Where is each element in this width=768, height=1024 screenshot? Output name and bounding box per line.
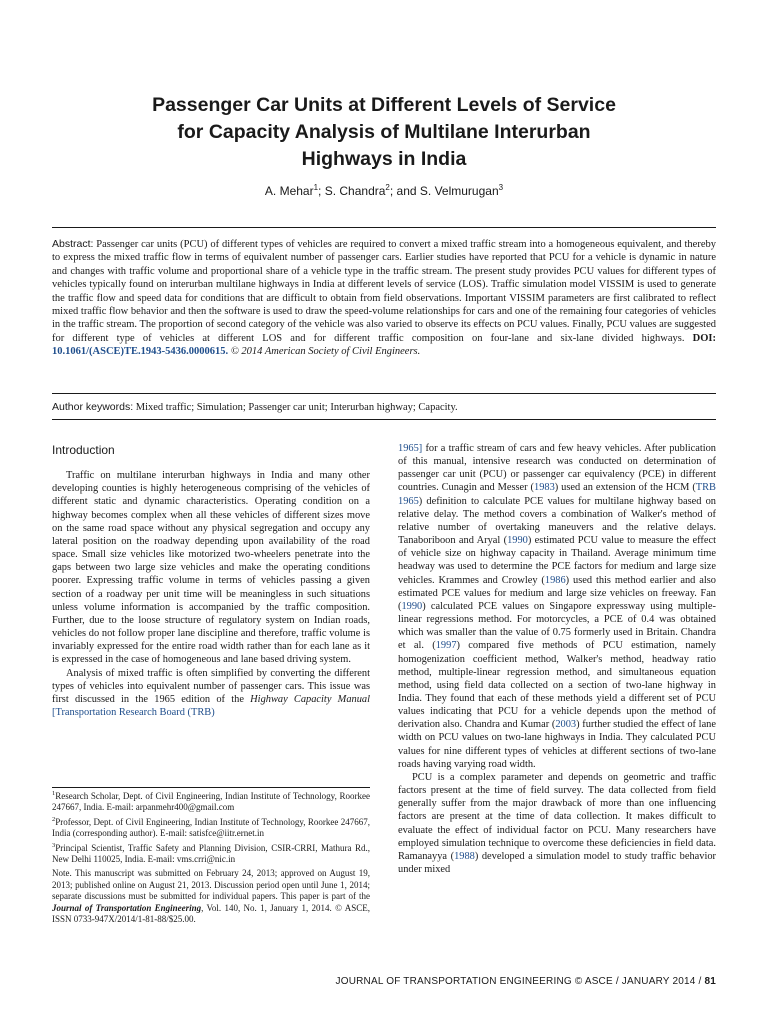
title-line: Highways in India	[301, 148, 467, 170]
left-column	[52, 444, 370, 719]
page-number: 81	[704, 976, 716, 987]
footnote: $^1$Research Scholar, Dept. of Civil Engineering, Indian Institute of Technology, Roorkee 247667, India. E-mail: arpanmehr400@gmail.com	[52, 790, 370, 813]
copyright: © 2014 American Society of Civil Engineers.	[230, 346, 421, 358]
keywords-label: Author keywords:	[52, 401, 134, 413]
title-line: for Capacity Analysis of Multilane Interurban	[177, 121, 591, 143]
citation-link[interactable]: 1983	[534, 482, 555, 494]
citation-link[interactable]: 1965]	[398, 443, 423, 454]
title-line: Passenger Car Units at Different Levels of Service	[152, 94, 616, 116]
citation-link[interactable]: 1990	[507, 535, 528, 547]
keywords-text: Mixed traffic; Simulation; Passenger car unit; Interurban highway; Capacity.	[135, 402, 458, 413]
paragraph: Traffic on multilane interurban highways in India and many other developing counties is highly heterogeneous comprising of the vehicles of different static and dynamic characteristics. Operating condition on a highway becomes complex when all these vehicles of different sizes move on the same road space without any physical segregation and occupy any lateral position on the roadway depending upon availability of the road space. Small size vehicles like motorized two-wheelers penetrate into the gaps between two large size vehicles and make the operating conditions poorer. Expressing traffic volume in terms of vehicles passing a given section of a roadway per unit time will be meaningless in such situations unless volume information is accompanied by the traffic composition. Further, due to the loose structure of regulatory system on Indian roads, vehicles do not follow proper lane discipline and therefore, traffic volume is invariably expressed for the entire road width rather than for each lane as it is expressed in the case of homogeneous and lane based driving system.	[52, 470, 370, 666]
footnote: $^3$Principal Scientist, Traffic Safety and Planning Division, CSIR-CRRI, Mathura Rd., New Delhi 110025, India. E-mail: vms.crri@nic.in	[52, 841, 370, 865]
abstract-text: Passenger car units (PCU) of different types of vehicles are required to convert a mixed traffic stream into a homogeneous equivalent, and thereby to express the mixed traffic flow in terms of equivalent number of passenger cars. Earlier studies have reported that PCU for a vehicle is dynamic in nature and changes with traffic volume and proportional share of a vehicle type in the traffic stream. The present study provides PCU values for different types of vehicles typically found on interurban multilane highways in India at different levels of service (LOS). Traffic simulation model VISSIM is used to generate the traffic flow and speed data for conditions that are difficult to obtain from field observations. Important VISSIM parameters are first calibrated to reflect mixed traffic flow behavior and then the software is used to draw the speed-volume relationships for cars and one of the remaining four categories of vehicles in the traffic stream. The proportion of second category of the vehicle was also varied to observe its effects on PCU values. Finally, PCU values are suggested for different type of vehicles at different LOS and for different traffic composition on four-lane and six-lane divided highways.	[52, 239, 716, 344]
divider	[52, 419, 716, 420]
footnote-divider	[52, 787, 370, 788]
author-list: A. Mehar$^1$; S. Chandra$^2$; and S. Velmurugan$^3$	[264, 183, 504, 198]
citation-link[interactable]: [Transportation Research Board (TRB)	[52, 706, 215, 718]
paper-title	[60, 92, 708, 173]
section-heading: Introduction	[52, 443, 115, 457]
paragraph: Analysis of mixed traffic is often simplified by converting the different types of vehicles into equivalent number of passenger cars. This issue was first discussed in the 1965 edition of the Highway Capacity Manual [Transportation Research Board (TRB)	[52, 667, 370, 718]
journal-footer: JOURNAL OF TRANSPORTATION ENGINEERING © ASCE / JANUARY 2014 /	[335, 976, 702, 987]
citation-link[interactable]: 2003	[555, 719, 577, 731]
citation-link[interactable]: 1988	[454, 850, 475, 862]
abstract-label: Abstract:	[52, 238, 94, 250]
citation-link[interactable]: TRB 1965	[398, 482, 716, 507]
citation-link[interactable]: 1986	[544, 574, 566, 586]
paragraph: 1965] for a traffic stream of cars and few heavy vehicles. After publication of this manual, intensive research was conducted on determination of passenger car unit (PCU) or passenger car equivalency (PCE) in different countries. Cunagin and Messer (1983) used an extension of the HCM (TRB 1965) definition to calculate PCE values for multilane highway based on relative delay. The method covers a combination of Walker's method of relative number of overtaking maneuvers and the relative delays. Tanaboriboon and Aryal (1990) estimated PCU value to measure the effect of vehicle size on highway capacity in Thailand. Average minimum time headway was used to determine the PCE factors for medium and large size vehicles. Krammes and Crowley (1986) used this method earlier and also estimated PCE values for medium and large size vehicles on freeway. Fan (1990) calculated PCE values on Singapore expressway using multiple-linear regressions method. For motorcycles, a PCE of 0.4 was obtained which was smaller than the value of 0.75 formerly used in Britain. Chandra et al. (1997) compared five methods of PCU estimation, namely homogenization coefficient method, Walker's method, headway ratio method, multiple-linear regression method, and simultaneous equation method, using field data collected on a section of two-lane highway in India. They found that each of these methods yield a different set of PCU values indicating that PCU for a vehicle depends upon the method of derivation also. Chandra and Kumar (2003) further studied the effect of lane width on PCU values on two-lane highways in India. They calculated PCU values for nine different types of vehicles at different sections of two-lane roads having varying road width.	[398, 443, 716, 770]
page-footer	[336, 976, 716, 987]
manuscript-note: Note. This manuscript was submitted on February 24, 2013; approved on August 19, 2013; published online on August 21, 2013. Discussion period open until June 1, 2014; separate discussions must be submitted for individual papers. This paper is part of the Journal of Transportation Engineering, Vol. 140, No. 1, January 1, 2014. © ASCE, ISSN 0733-947X/2014/1-81-88/$25.00.	[52, 868, 370, 925]
citation-link[interactable]: 1997	[435, 640, 457, 652]
paragraph: PCU is a complex parameter and depends on geometric and traffic factors present at the time of field survey. The data collected from field generally suffer from the major drawback of more than one influencing factors are present at the time of data collection. It makes difficult to evaluate the effect of individual factor on PCU. Many researchers have employed simulation technique to overcome these deficiencies in field data. Ramanayya (1988) developed a simulation model to study traffic behavior under mixed	[398, 771, 716, 875]
footnote: $^2$Professor, Dept. of Civil Engineering, Indian Institute of Technology, Roorkee 247667, India (corresponding author). E-mail: satisfce@iitr.ernet.in	[52, 815, 370, 839]
right-column	[398, 442, 716, 876]
footnotes	[52, 791, 370, 928]
doi-label: DOI:	[692, 332, 717, 344]
divider	[52, 227, 716, 228]
divider	[52, 393, 716, 394]
keywords	[52, 401, 716, 414]
abstract	[52, 238, 716, 359]
doi-link[interactable]: 10.1061/(ASCE)TE.1943-5436.0000615.	[52, 346, 229, 358]
citation-link[interactable]: 1990	[401, 600, 423, 612]
